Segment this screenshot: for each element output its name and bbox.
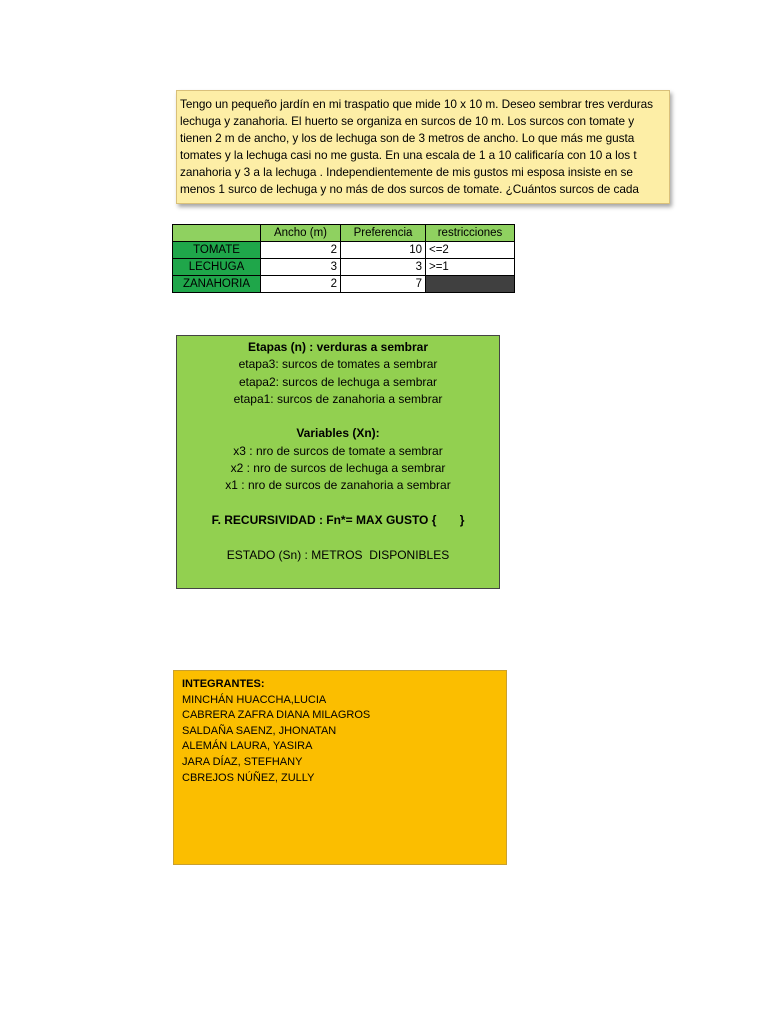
problem-statement <box>176 90 670 204</box>
table-row <box>173 259 515 276</box>
etapa3-text: etapa3: surcos de tomates a sembrar <box>238 357 438 372</box>
member-name: CBREJOS NÚÑEZ, ZULLY <box>182 771 315 784</box>
cell-ancho: 2 <box>261 276 341 293</box>
problem-line: lechuga y zanahoria. El huerto se organiza en surcos de 10 m. Los surcos con tomate y <box>180 114 635 128</box>
header-preferencia: Preferencia <box>341 225 426 242</box>
problem-line: Tengo un pequeño jardín en mi traspatio que mide 10 x 10 m. Deseo sembrar tres verduras <box>180 97 654 111</box>
header-restricciones: restricciones <box>426 225 515 242</box>
member-name: MINCHÁN HUACCHA,LUCIA <box>182 693 327 706</box>
cell-ancho: 2 <box>261 242 341 259</box>
cell-preferencia: 3 <box>341 259 426 276</box>
problem-line: tomates y la lechuga casi no me gusta. En una escala de 1 a 10 calificaría con 10 a los t <box>180 148 637 162</box>
integrantes-box <box>173 670 507 865</box>
etapa1-text: etapa1: surcos de zanahoria a sembrar <box>233 391 443 406</box>
problem-line: tienen 2 m de ancho, y los de lechuga son de 3 metros de ancho. Lo que más me gusta <box>180 131 635 145</box>
vegetable-table <box>172 224 515 293</box>
etapa2-text: etapa2: surcos de lechuga a sembrar <box>238 374 438 389</box>
table-row <box>173 242 515 259</box>
cell-preferencia: 10 <box>341 242 426 259</box>
estado-text: ESTADO (Sn) : METROS DISPONIBLES <box>226 547 450 562</box>
cell-restriccion <box>426 276 515 293</box>
table-row <box>173 276 515 293</box>
row-name: LECHUGA <box>173 259 261 276</box>
member-name: SALDAÑA SAENZ, JHONATAN <box>182 724 337 737</box>
cell-restriccion: >=1 <box>426 259 515 276</box>
x1-text: x1 : nro de surcos de zanahoria a sembrar <box>225 478 451 493</box>
header-blank <box>173 225 261 242</box>
cell-preferencia: 7 <box>341 276 426 293</box>
row-name: ZANAHORIA <box>173 276 261 293</box>
integrantes-title: INTEGRANTES: <box>182 678 265 690</box>
etapas-title: Etapas (n) : verduras a sembrar <box>247 340 429 354</box>
cell-ancho: 3 <box>261 259 341 276</box>
member-name: JARA DÍAZ, STEFHANY <box>182 755 303 768</box>
problem-line: menos 1 surco de lechuga y no más de dos surcos de tomate. ¿Cuántos surcos de cada <box>180 182 639 196</box>
variables-title: Variables (Xn): <box>296 426 380 441</box>
x2-text: x2 : nro de surcos de lechuga a sembrar <box>230 461 446 476</box>
table-header-row <box>173 225 515 242</box>
member-name: ALEMÁN LAURA, YASIRA <box>182 740 313 753</box>
member-name: CABRERA ZAFRA DIANA MILAGROS <box>182 709 371 722</box>
model-definition-box <box>176 335 500 589</box>
x3-text: x3 : nro de surcos de tomate a sembrar <box>233 443 443 458</box>
problem-line: zanahoria y 3 a la lechuga . Independientemente de mis gustos mi esposa insiste en se <box>180 165 633 179</box>
recursividad-text: F. RECURSIVIDAD : Fn*= MAX GUSTO { } <box>211 512 465 527</box>
header-ancho: Ancho (m) <box>261 225 341 242</box>
row-name: TOMATE <box>173 242 261 259</box>
cell-restriccion: <=2 <box>426 242 515 259</box>
